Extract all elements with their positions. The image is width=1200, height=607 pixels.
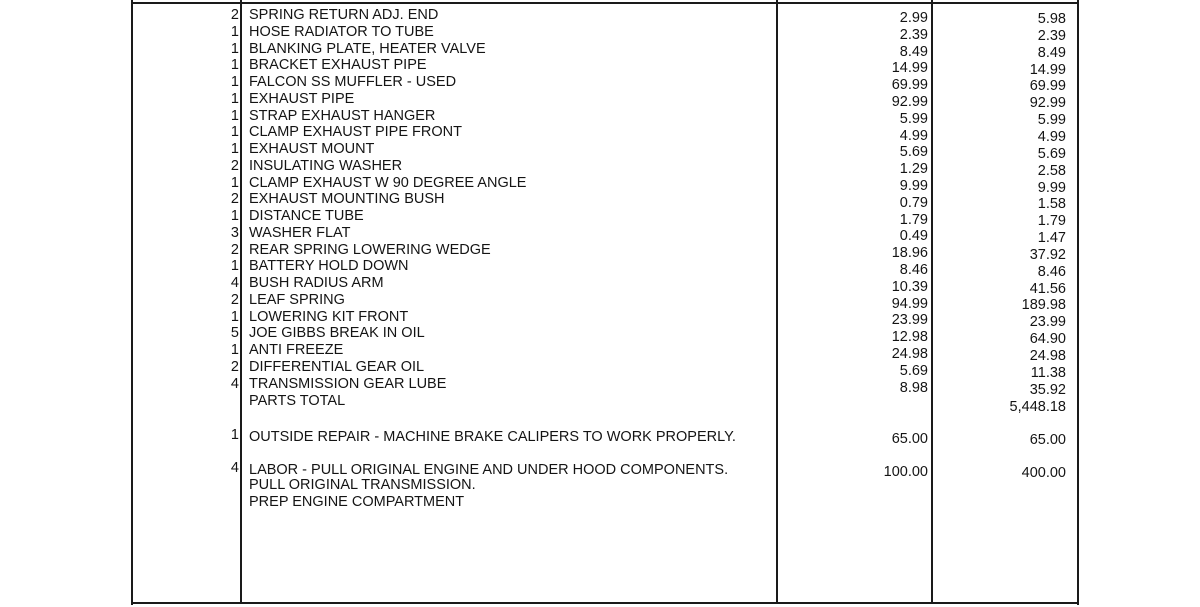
amount-cell: 189.98	[1021, 297, 1066, 314]
amount-cell: 23.99	[1029, 314, 1066, 331]
qty-cell: 1	[230, 174, 239, 191]
labor-unit-price: 100.00	[883, 464, 928, 480]
amount-cell: 41.56	[1029, 280, 1066, 297]
amount-cell: 92.99	[1029, 95, 1066, 112]
amount-cell: 4.99	[1037, 128, 1066, 145]
description-cell: ANTI FREEZE	[249, 342, 344, 358]
description-cell: REAR SPRING LOWERING WEDGE	[249, 241, 491, 258]
amount-cell: 5.98	[1037, 11, 1066, 27]
description-cell: EXHAUST MOUNT	[249, 141, 375, 157]
amount-cell: 11.38	[1030, 364, 1066, 381]
unit-price-cell: 1.79	[899, 211, 928, 228]
unit-price-cell: 4.99	[899, 127, 928, 144]
qty-cell: 1	[230, 141, 239, 157]
labor-description-line-3: PREP ENGINE COMPARTMENT	[249, 494, 465, 510]
qty-cell: 1	[230, 90, 239, 107]
amount-cell: 1.47	[1037, 230, 1066, 247]
description-cell: HOSE RADIATOR TO TUBE	[249, 23, 434, 40]
description-cell: DISTANCE TUBE	[249, 208, 364, 224]
table-left-border	[131, 0, 133, 605]
unit-price-cell: 8.98	[899, 379, 928, 396]
qty-cell: 2	[230, 241, 239, 258]
amount-cell: 2.39	[1037, 27, 1066, 44]
qty-cell: 1	[230, 208, 239, 224]
amount-cell: 37.92	[1029, 246, 1066, 263]
qty-cell: 2	[230, 291, 239, 308]
qty-cell: 3	[230, 224, 239, 241]
outside-repair-qty: 1	[230, 427, 239, 443]
table-right-border	[1077, 0, 1079, 605]
outside-repair-unit-price: 65.00	[891, 431, 928, 447]
description-cell: STRAP EXHAUST HANGER	[249, 107, 436, 124]
parts-total-label: PARTS TOTAL	[249, 393, 346, 409]
description-cell: CLAMP EXHAUST PIPE FRONT	[249, 124, 462, 141]
unit-price-cell: 2.39	[899, 26, 928, 43]
unit-price-cell: 0.49	[899, 228, 928, 245]
amount-column-divider	[931, 0, 933, 604]
unit-price-cell: 10.39	[891, 278, 928, 295]
description-cell: INSULATING WASHER	[249, 157, 403, 174]
unit-price-cell: 5.69	[899, 362, 928, 379]
amount-cell: 8.46	[1037, 263, 1066, 280]
qty-cell: 1	[230, 124, 239, 141]
price-column-divider	[776, 0, 778, 604]
description-cell: BATTERY HOLD DOWN	[249, 258, 409, 275]
description-cell: WASHER FLAT	[249, 224, 351, 241]
qty-cell: 1	[230, 23, 239, 40]
qty-cell: 1	[230, 107, 239, 124]
unit-price-cell: 24.98	[891, 346, 928, 362]
amount-cell: 5.69	[1037, 145, 1066, 162]
qty-cell: 1	[230, 258, 239, 275]
qty-cell: 1	[230, 40, 239, 57]
amount-cell: 24.98	[1029, 348, 1066, 364]
description-cell: TRANSMISSION GEAR LUBE	[249, 375, 447, 392]
parts-total-amount: 5,448.18	[1009, 399, 1066, 415]
labor-description-line-1: LABOR - PULL ORIGINAL ENGINE AND UNDER HOOD COMPONENTS.	[249, 462, 729, 478]
labor-amount: 400.00	[1021, 465, 1066, 481]
description-cell: FALCON SS MUFFLER - USED	[249, 74, 457, 90]
description-cell: BRACKET EXHAUST PIPE	[249, 57, 427, 74]
unit-price-cell: 2.99	[899, 10, 928, 26]
unit-price-cell: 14.99	[891, 60, 928, 77]
qty-cell: 5	[230, 325, 239, 342]
unit-price-cell: 8.46	[899, 262, 928, 278]
unit-price-cell: 5.69	[899, 144, 928, 161]
qty-cell: 1	[230, 57, 239, 74]
unit-price-cell: 94.99	[891, 295, 928, 312]
unit-price-cell: 8.49	[899, 43, 928, 60]
description-cell: SPRING RETURN ADJ. END	[249, 7, 439, 23]
description-cell: CLAMP EXHAUST W 90 DEGREE ANGLE	[249, 174, 527, 191]
description-cell: DIFFERENTIAL GEAR OIL	[249, 358, 425, 375]
unit-price-cell: 0.79	[899, 194, 928, 211]
outside-repair-description: OUTSIDE REPAIR - MACHINE BRAKE CALIPERS TO WORK PROPERLY.	[249, 429, 736, 445]
qty-cell: 1	[230, 342, 239, 358]
amount-cell: 64.90	[1029, 331, 1066, 348]
labor-description-line-2: PULL ORIGINAL TRANSMISSION.	[249, 477, 476, 493]
outside-repair-amount: 65.00	[1029, 432, 1066, 448]
description-cell: LOWERING KIT FRONT	[249, 308, 409, 325]
unit-price-cell: 18.96	[891, 245, 928, 262]
qty-column-divider	[240, 0, 242, 602]
qty-cell: 4	[230, 275, 239, 291]
amount-cell: 35.92	[1029, 381, 1066, 398]
unit-price-cell: 9.99	[899, 178, 928, 194]
unit-price-cell: 5.99	[899, 110, 928, 127]
table-top-border	[131, 2, 1079, 4]
description-cell: BLANKING PLATE, HEATER VALVE	[249, 40, 486, 57]
unit-price-cell: 69.99	[891, 77, 928, 94]
description-cell: LEAF SPRING	[249, 291, 345, 308]
amount-cell: 14.99	[1029, 61, 1066, 78]
qty-cell: 4	[230, 375, 239, 392]
unit-price-cell: 92.99	[891, 94, 928, 110]
unit-price-cell: 1.29	[899, 161, 928, 178]
unit-price-cell: 12.98	[891, 329, 928, 346]
amount-cell: 8.49	[1037, 44, 1066, 61]
qty-cell: 2	[230, 191, 239, 208]
amount-cell: 1.79	[1037, 213, 1066, 230]
description-cell: EXHAUST PIPE	[249, 90, 355, 107]
description-cell: BUSH RADIUS ARM	[249, 275, 384, 291]
qty-cell: 2	[230, 157, 239, 174]
unit-price-cell: 23.99	[891, 312, 928, 329]
table-bottom-border	[131, 602, 1079, 604]
amount-cell: 9.99	[1037, 179, 1066, 196]
amount-cell: 69.99	[1029, 78, 1066, 95]
qty-cell: 1	[230, 308, 239, 325]
qty-cell: 2	[230, 7, 239, 23]
qty-cell: 1	[230, 74, 239, 90]
description-cell: EXHAUST MOUNTING BUSH	[249, 191, 445, 208]
description-cell: JOE GIBBS BREAK IN OIL	[249, 325, 425, 342]
amount-cell: 2.58	[1037, 162, 1066, 179]
amount-cell: 1.58	[1037, 196, 1066, 213]
labor-qty: 4	[230, 460, 239, 476]
qty-cell: 2	[230, 358, 239, 375]
amount-cell: 5.99	[1037, 112, 1066, 129]
